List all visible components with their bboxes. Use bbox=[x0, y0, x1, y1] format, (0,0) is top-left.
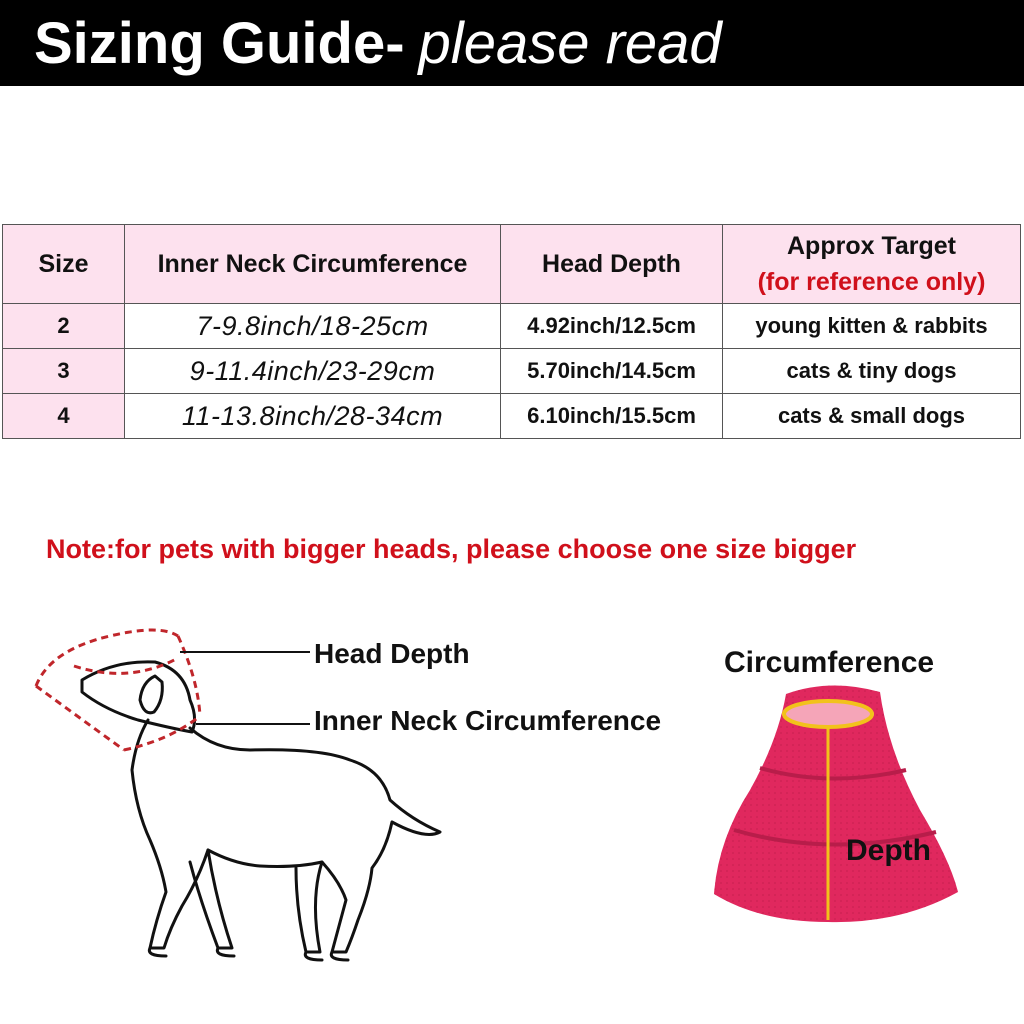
size-note: Note:for pets with bigger heads, please choose one size bigger bbox=[46, 534, 857, 564]
cell-target: cats & tiny dogs bbox=[723, 349, 1021, 394]
header-circumference: Inner Neck Circumference bbox=[125, 225, 501, 304]
table-row bbox=[3, 394, 1021, 439]
header-target-note: (for reference only) bbox=[757, 268, 986, 296]
banner-title: Sizing Guide- bbox=[34, 10, 405, 76]
depth-label: Depth bbox=[846, 834, 931, 867]
cell-depth: 5.70inch/14.5cm bbox=[501, 349, 723, 394]
banner-subtitle: please read bbox=[418, 10, 722, 76]
cell-circumference: 11-13.8inch/28-34cm bbox=[125, 394, 501, 439]
table-row bbox=[3, 304, 1021, 349]
table-header-row bbox=[3, 225, 1021, 304]
cell-size: 3 bbox=[3, 349, 125, 394]
cell-target: cats & small dogs bbox=[723, 394, 1021, 439]
cell-target: young kitten & rabbits bbox=[723, 304, 1021, 349]
cell-circumference: 9-11.4inch/23-29cm bbox=[125, 349, 501, 394]
cell-depth: 6.10inch/15.5cm bbox=[501, 394, 723, 439]
header-target bbox=[723, 225, 1021, 304]
cone-illustration bbox=[700, 670, 1000, 940]
header-size: Size bbox=[3, 225, 125, 304]
neck-circumference-label: Inner Neck Circumference bbox=[314, 705, 662, 736]
circumference-label: Circumference bbox=[724, 646, 935, 679]
head-depth-label: Head Depth bbox=[314, 638, 470, 669]
cell-circumference: 7-9.8inch/18-25cm bbox=[125, 304, 501, 349]
header-head-depth: Head Depth bbox=[501, 225, 723, 304]
cell-size: 4 bbox=[3, 394, 125, 439]
cell-size: 2 bbox=[3, 304, 125, 349]
table-row bbox=[3, 349, 1021, 394]
header-target-label: Approx Target bbox=[787, 232, 956, 260]
size-table bbox=[2, 224, 1021, 439]
title-banner bbox=[0, 0, 1024, 86]
cell-depth: 4.92inch/12.5cm bbox=[501, 304, 723, 349]
